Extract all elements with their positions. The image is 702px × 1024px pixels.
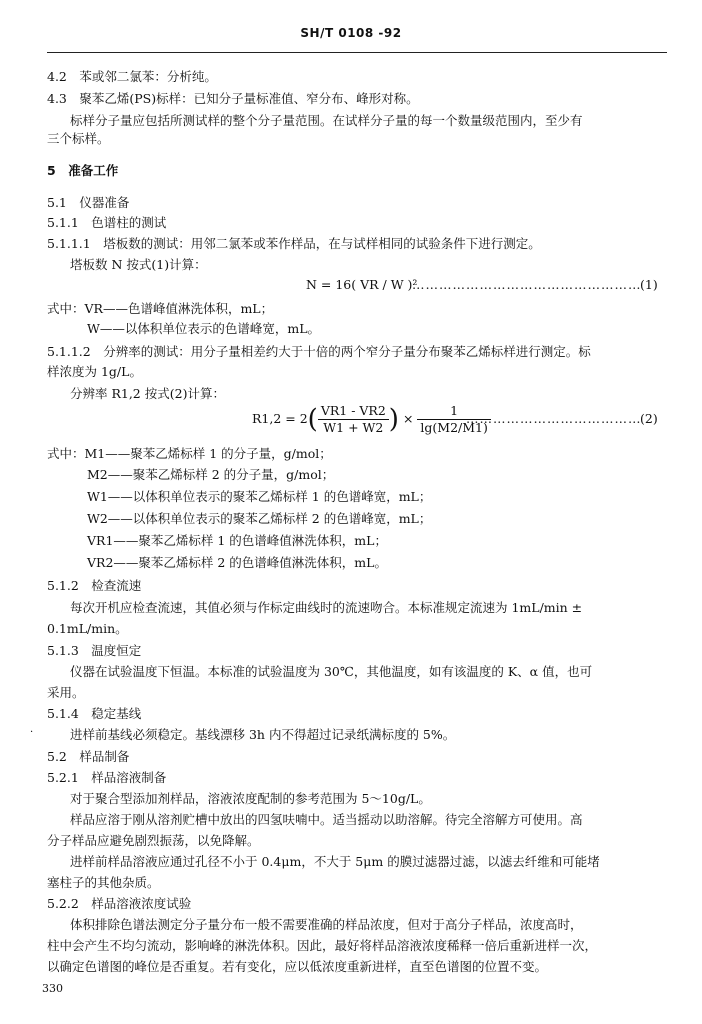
paragraph-line: 对于聚合型添加剂样品，溶液浓度配制的参考范围为 5～10g/L。 xyxy=(70,791,431,806)
equation-1-leader: …………………………………………… xyxy=(412,277,642,292)
paragraph-line: 体积排除色谱法测定分子量分布一般不需要准确的样品浓度，但对于高分子样品，浓度高时， xyxy=(70,917,583,932)
paragraph-line: 塔板数 N 按式(1)计算： xyxy=(70,257,207,272)
page-number: 330 xyxy=(42,982,63,995)
clause-5-1-1-1: 5.1.1.1 塔板数的测试：用邻二氯苯或苯作样品，在与试样相同的试验条件下进行测定。 xyxy=(47,236,541,251)
paragraph-line: 采用。 xyxy=(47,685,85,700)
where-line: M2——聚苯乙烯标样 2 的分子量，g/mol； xyxy=(87,467,335,482)
equation-2-frac2-denominator: lg(M2/M1) xyxy=(420,420,488,435)
where-line: W——以体积单位表示的色谱峰宽，mL。 xyxy=(87,321,321,336)
paragraph-line: 0.1mL/min。 xyxy=(47,621,128,636)
clause-5-1: 5.1 仪器准备 xyxy=(47,195,130,210)
where-line: W2——以体积单位表示的聚苯乙烯标样 2 的色谱峰宽，mL； xyxy=(87,511,432,526)
clause-5-1-2: 5.1.2 检查流速 xyxy=(47,578,142,593)
paragraph-line: 分辨率 R1,2 按式(2)计算： xyxy=(70,386,225,401)
paragraph-line: 仪器在试验温度下恒温。本标准的试验温度为 30℃，其他温度，如有该温度的 K、α 值，也可 xyxy=(70,664,593,679)
equation-2-paren-open: ( xyxy=(307,404,318,435)
equation-2-paren-close: ) xyxy=(388,404,399,435)
paragraph-line: 标样分子量应包括所测试样的整个分子量范围。在试样分子量的每一个数量级范围内，至少有 xyxy=(70,113,583,128)
where-line: 式中：VR——色谱峰值淋洗体积，mL； xyxy=(47,301,274,316)
clause-4-3: 4.3 聚苯乙烯(PS)标样：已知分子量标准值、窄分布、峰形对称。 xyxy=(47,91,419,106)
where-line: W1——以体积单位表示的聚苯乙烯标样 1 的色谱峰宽，mL； xyxy=(87,489,432,504)
clause-5-2-1: 5.2.1 样品溶液制备 xyxy=(47,770,167,785)
clause-5-1-1: 5.1.1 色谱柱的测试 xyxy=(47,215,167,230)
equation-1: N = 16( VR / W )² xyxy=(306,277,418,292)
section-5-heading: 5 准备工作 xyxy=(47,163,119,178)
where-line: 式中：M1——聚苯乙烯标样 1 的分子量，g/mol； xyxy=(47,446,332,461)
equation-1-number: (1) xyxy=(640,277,658,292)
clause-4-2: 4.2 苯或邻二氯苯：分析纯。 xyxy=(47,69,217,84)
paragraph-line: 样浓度为 1g/L。 xyxy=(47,364,142,379)
paragraph-line: 分子样品应避免剧烈振荡，以免降解。 xyxy=(47,833,260,848)
clause-5-1-1-2: 5.1.1.2 分辨率的测试：用分子量相差约大于十倍的两个窄分子量分布聚苯乙烯标样进行测定。标 xyxy=(47,344,591,359)
paragraph-line: 样品应溶于刚从溶剂贮槽中放出的四氢呋喃中。适当摇动以助溶解。待完全溶解方可使用。高 xyxy=(70,812,583,827)
equation-2-frac1-numerator: VR1 - VR2 xyxy=(318,403,389,420)
clause-5-1-3: 5.1.3 温度恒定 xyxy=(47,643,142,658)
equation-2-frac2-numerator: 1 xyxy=(417,403,490,420)
where-line: VR2——聚苯乙烯标样 2 的色谱峰值淋洗体积，mL。 xyxy=(87,555,387,570)
clause-5-2: 5.2 样品制备 xyxy=(47,749,130,764)
standard-code-header: SH/T 0108 -92 xyxy=(300,26,402,40)
paragraph-line: 三个标样。 xyxy=(47,131,110,146)
equation-2-number: (2) xyxy=(640,411,658,426)
paragraph-line: 每次开机应检查流速，其值必须与作标定曲线时的流速吻合。本标准规定流速为 1mL/min ± xyxy=(70,600,583,615)
equation-2-times: × xyxy=(402,411,414,426)
header-rule xyxy=(47,52,667,53)
equation-2-frac1-denominator: W1 + W2 xyxy=(323,420,384,435)
paragraph-line: 以确定色谱图的峰位是否重复。若有变化，应以低浓度重新进样，直至色谱图的位置不变。 xyxy=(47,959,548,974)
equation-2 xyxy=(252,402,491,437)
equation-2-leader: ………………………………… xyxy=(466,411,642,426)
clause-5-2-2: 5.2.2 样品溶液浓度试验 xyxy=(47,896,192,911)
equation-2-fraction-1 xyxy=(318,403,389,436)
paragraph-line: 柱中会产生不均匀流动，影响峰的淋洗体积。因此，最好将样品溶液浓度稀释一倍后重新进样一次， xyxy=(47,938,598,953)
paragraph-line: 进样前基线必须稳定。基线漂移 3h 内不得超过记录纸满标度的 5%。 xyxy=(70,727,456,742)
equation-2-lhs: R1,2 = 2 xyxy=(252,411,308,426)
paragraph-line: 进样前样品溶液应通过孔径不小于 0.4μm，不大于 5μm 的膜过滤器过滤，以滤去纤维和可能堵 xyxy=(70,854,600,869)
margin-mark: · xyxy=(30,727,34,738)
clause-5-1-4: 5.1.4 稳定基线 xyxy=(47,706,142,721)
paragraph-line: 塞柱子的其他杂质。 xyxy=(47,875,160,890)
where-line: VR1——聚苯乙烯标样 1 的色谱峰值淋洗体积，mL； xyxy=(87,533,387,548)
